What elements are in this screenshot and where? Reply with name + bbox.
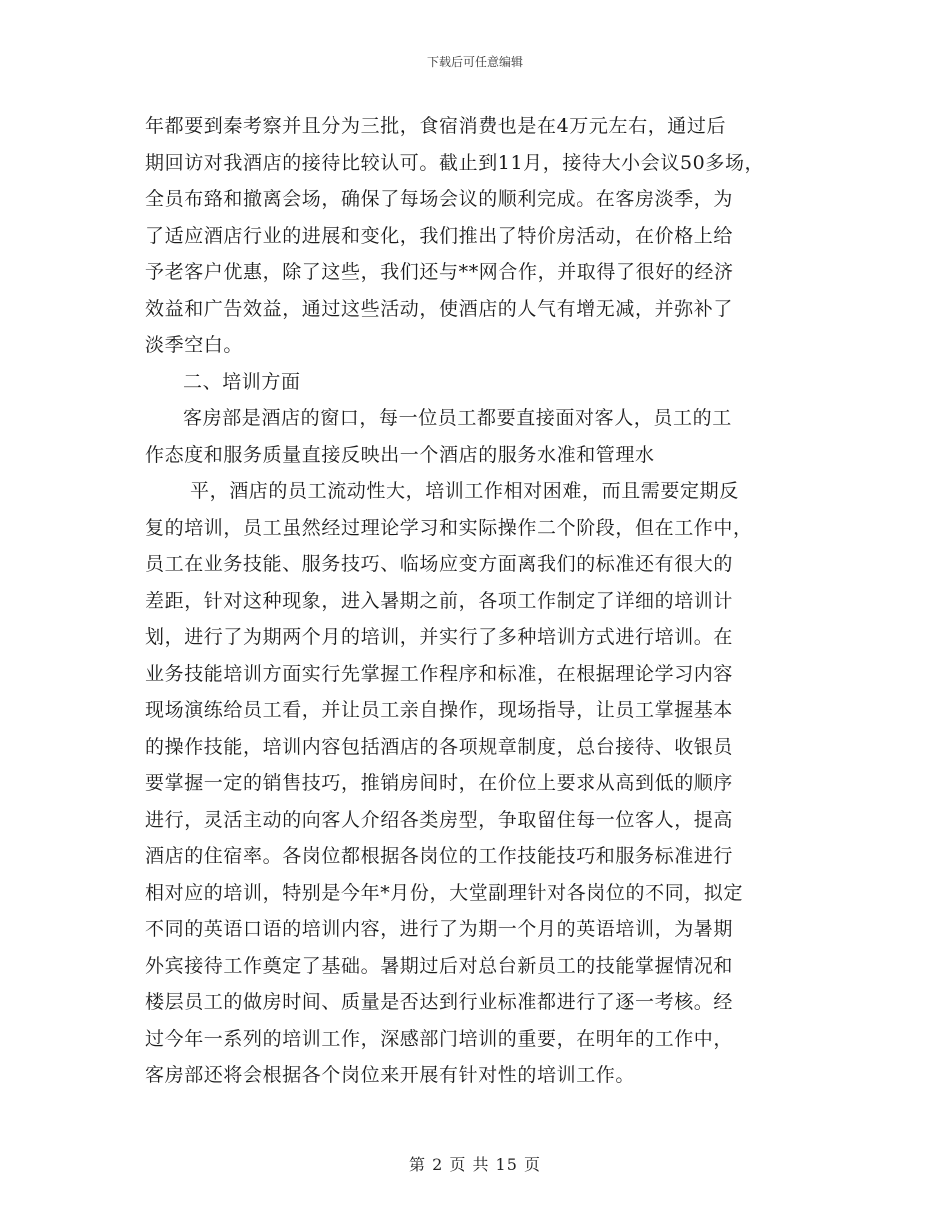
section-heading: 二、培训方面	[183, 370, 301, 393]
text-line: 进行，灵活主动的向客人介绍各类房型，争取留住每一位客人，提高	[145, 808, 734, 831]
page-header: 下载后可任意编辑	[426, 55, 523, 69]
text-line: 客房部还将会根据各个岗位来开展有针对性的培训工作。	[145, 1064, 636, 1086]
text-line: 予老客户优惠，除了这些，我们还与**网合作，并取得了很好的经济	[145, 261, 734, 283]
text-line: 客房部是酒店的窗口，每一位员工都要直接面对客人，员工的工	[183, 407, 732, 429]
text-line: 过今年一系列的培训工作，深感部门培训的重要，在明年的工作中，	[145, 1027, 734, 1050]
text-line: 平，酒店的员工流动性大，培训工作相对困难，而且需要定期反	[190, 480, 739, 502]
text-line: 淡季空白。	[145, 334, 244, 356]
text-line: 员工在业务技能、服务技巧、临场应变方面离我们的标准还有很大的	[145, 553, 734, 575]
text-line: 酒店的住宿率。各岗位都根据各岗位的工作技能技巧和服务标准进行	[145, 845, 734, 867]
document-body	[145, 108, 825, 1094]
page-number: 第 2 页 共 15 页	[409, 1155, 541, 1174]
text-line: 效益和广告效益，通过这些活动，使酒店的人气有增无减，并弥补了	[145, 297, 734, 320]
text-line: 作态度和服务质量直接反映出一个酒店的服务水准和管理水	[145, 443, 655, 466]
text-line: 楼层员工的做房时间、质量是否达到行业标准都进行了逐一考核。经	[145, 991, 734, 1013]
text-line: 外宾接待工作奠定了基础。暑期过后对总台新员工的技能掌握情况和	[145, 954, 734, 977]
text-line: 的操作技能，培训内容包括酒店的各项规章制度，总台接待、收银员	[145, 735, 734, 758]
text-line: 相对应的培训，特别是今年*月份，大堂副理针对各岗位的不同，拟定	[145, 881, 744, 904]
text-line: 不同的英语口语的培训内容，进行了为期一个月的英语培训，为暑期	[145, 918, 734, 940]
text-line: 了适应酒店行业的进展和变化，我们推出了特价房活动，在价格上给	[145, 224, 734, 247]
text-line: 差距，针对这种现象，进入暑期之前，各项工作制定了详细的培训计	[145, 589, 734, 612]
text-line: 全员布臵和撤离会场，确保了每场会议的顺利完成。在客房淡季，为	[145, 188, 734, 210]
text-line: 年都要到秦考察并且分为三批，食宿消费也是在4万元左右，通过后	[145, 115, 727, 137]
text-line: 复的培训，员工虽然经过理论学习和实际操作二个阶段，但在工作中，	[145, 516, 753, 539]
text-line: 期回访对我酒店的接待比较认可。截止到11月，接待大小会议50多场，	[145, 151, 765, 174]
text-line: 业务技能培训方面实行先掌握工作程序和标准，在根据理论学习内容	[145, 662, 734, 685]
text-line: 划，进行了为期两个月的培训，并实行了多种培训方式进行培训。在	[145, 626, 734, 648]
text-line: 现场演练给员工看，并让员工亲自操作，现场指导，让员工掌握基本	[145, 699, 734, 721]
text-line: 要掌握一定的销售技巧，推销房间时，在价位上要求从高到低的顺序	[145, 772, 734, 794]
